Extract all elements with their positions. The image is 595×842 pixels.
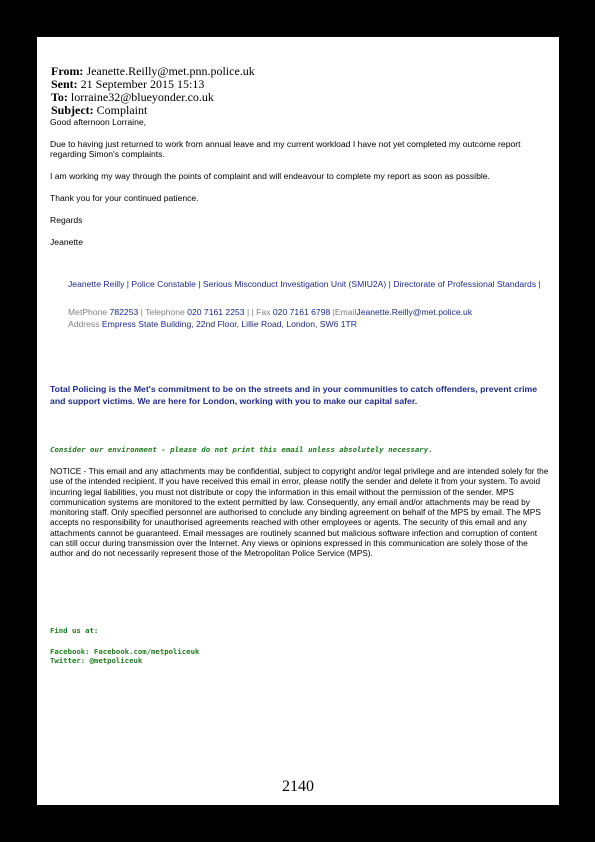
signature-contact (68, 307, 548, 319)
regards: Regards (50, 215, 83, 226)
body-paragraph-1: Due to having just returned to work from annual leave and my current workload I have not yet completed my outcome report regarding Simon's complaints. (50, 138, 521, 160)
legal-notice: NOTICE - This email and any attachments may be confidential, subject to copyright and/or legal privilege and are intended solely for the use of the intended recipient. If you have received this email in error, please notify the sender and delete it from your system. To avoid incurring legal liabilities, you must not distribute or copy the information in this email without the permission of the sender. MPS communication systems are monitored to the extent permitted by law. Consequently, any email and/or attachments may be read by monitoring staff. Only specified personnel are authorised to conclude any binding agreement on behalf of the MPS by email. The MPS accepts no responsibility for unauthorised agreements reached with other employees or agents. The security of this email and any attachments cannot be guaranteed. Email messages are routinely scanned but malicious software infection and corruption of content can still occur during transmission over the Internet. Any views or opinions expressed in this communication are solely those of the author and do not necessarily represent those of the Metropolitan Police Service (MPS). (50, 466, 549, 559)
subject-label: Subject: (51, 103, 94, 117)
greeting: Good afternoon Lorraine, (50, 117, 147, 127)
fax-value: 020 7161 6798 (272, 307, 331, 317)
policing-banner: Total Policing is the Met's commitment to be on the streets and in your communities to catch offenders, prevent crime and support victims. We are here for London, working with you to make our capital safer. (50, 384, 538, 406)
fax-label: | | Fax (246, 307, 271, 317)
page-number: 2140 (282, 778, 314, 795)
email-label: |Email (332, 307, 357, 317)
email-value[interactable]: Jeanette.Reilly@met.police.uk (356, 307, 473, 317)
environment-notice: Consider our environment - please do not print this email unless absolutely necessary. (50, 445, 433, 454)
from-label: From: (51, 64, 84, 78)
to-value: lorraine32@blueyonder.co.uk (70, 90, 214, 104)
subject-line (51, 104, 255, 117)
sender-name: Jeanette (50, 236, 83, 247)
twitter-link[interactable]: Twitter: @metpoliceuk (50, 656, 143, 665)
signature-title: Jeanette Reilly | Police Constable | Serious Misconduct Investigation Unit (SMIU2A) | Directorate of Professional Standards | (68, 279, 541, 289)
telephone-label: | Telephone (140, 307, 185, 317)
subject-value: Complaint (96, 103, 148, 117)
signature-address (68, 319, 548, 331)
document-page (37, 37, 559, 805)
facebook-link[interactable]: Facebook: Facebook.com/metpoliceuk (50, 647, 200, 656)
body-paragraph-3: Thank you for your continued patience. (50, 193, 199, 204)
address-label: Address (68, 319, 100, 329)
email-header (51, 65, 255, 117)
sent-label: Sent: (51, 77, 78, 91)
address-value: Empress State Building, 22nd Floor, Lillie Road, London, SW6 1TR (101, 319, 358, 329)
metphone-value: 782253 (109, 307, 139, 317)
sent-value: 21 September 2015 15:13 (80, 77, 205, 91)
from-value: Jeanette.Reilly@met.pnn.police.uk (86, 64, 255, 78)
metphone-label: MetPhone (68, 307, 108, 317)
body-paragraph-2: I am working my way through the points of complaint and will endeavour to complete my report as soon as possible. (50, 171, 490, 182)
telephone-value: 020 7161 2253 (187, 307, 245, 317)
email-body (50, 117, 550, 259)
find-us-heading: Find us at: (50, 626, 99, 635)
to-label: To: (51, 90, 68, 104)
